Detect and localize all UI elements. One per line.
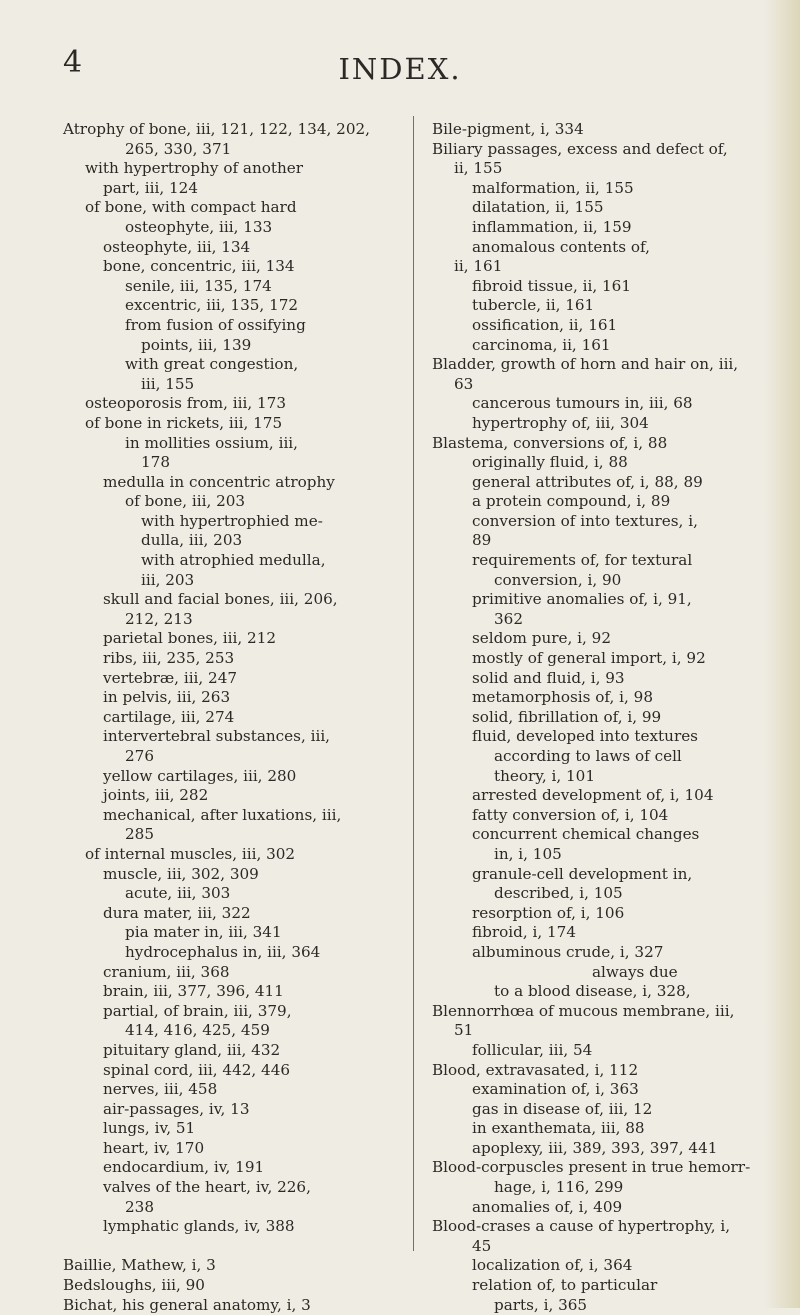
- index-subentry: iii, 155: [141, 374, 195, 393]
- index-subentry: 238: [125, 1197, 154, 1216]
- index-subentry: 89: [472, 531, 492, 550]
- index-subentry: carcinoma, ii, 161: [472, 335, 611, 354]
- index-subentry: hydrocephalus in, iii, 364: [125, 942, 321, 961]
- index-subentry: skull and facial bones, iii, 206,: [103, 590, 338, 609]
- index-subentry: valves of the heart, iv, 226,: [103, 1178, 311, 1197]
- index-entry: Baillie, Mathew, i, 3: [63, 1256, 216, 1275]
- index-subentry: 276: [125, 747, 154, 765]
- index-subentry: malformation, ii, 155: [472, 178, 634, 197]
- index-subentry: examination of, i, 363: [472, 1080, 639, 1099]
- index-subentry: pituitary gland, iii, 432: [103, 1040, 281, 1059]
- index-subentry: acute, iii, 303: [125, 884, 231, 903]
- index-subentry: in exanthemata, iii, 88: [472, 1119, 645, 1138]
- index-subentry: endocardium, iv, 191: [103, 1158, 265, 1177]
- index-subentry: described, i, 105: [494, 884, 623, 903]
- index-entry: Blennorrhœa of mucous membrane, iii,: [432, 1001, 735, 1020]
- index-subentry: concurrent chemical changes: [472, 825, 700, 844]
- index-subentry: excentric, iii, 135, 172: [125, 296, 299, 315]
- index-subentry: fibroid, i, 174: [472, 923, 576, 942]
- index-subentry: dura mater, iii, 322: [103, 903, 251, 922]
- index-subentry: of internal muscles, iii, 302: [85, 844, 296, 863]
- index-subentry: primitive anomalies of, i, 91,: [472, 590, 692, 609]
- index-entry: Blood-corpuscles present in true hemorr-: [432, 1158, 751, 1177]
- index-subentry: fibroid tissue, ii, 161: [472, 276, 631, 295]
- index-subentry: mechanical, after luxations, iii,: [103, 805, 342, 824]
- index-entry: Bile-pigment, i, 334: [432, 120, 584, 138]
- index-subentry: yellow cartilages, iii, 280: [103, 766, 297, 785]
- index-subentry: cranium, iii, 368: [103, 962, 230, 981]
- index-subentry: from fusion of ossifying: [125, 315, 306, 334]
- index-subentry: apoplexy, iii, 389, 393, 397, 441: [472, 1138, 718, 1157]
- index-subentry: joints, iii, 282: [103, 786, 209, 805]
- index-column-right: [432, 120, 774, 1315]
- index-subentry: hypertrophy of, iii, 304: [472, 413, 649, 432]
- index-subentry: albuminous crude, i, 327: [472, 942, 664, 961]
- index-subentry: solid, fibrillation of, i, 99: [472, 707, 662, 726]
- index-subentry: osteoporosis from, iii, 173: [85, 394, 287, 413]
- index-subentry: heart, iv, 170: [103, 1138, 205, 1157]
- index-subentry: in, i, 105: [494, 844, 562, 863]
- index-subentry: 45: [472, 1236, 492, 1255]
- index-subentry: fluid, developed into textures: [472, 727, 698, 746]
- index-subentry: arrested development of, i, 104: [472, 786, 714, 805]
- blank-line: [63, 1237, 403, 1257]
- index-subentry: conversion, i, 90: [494, 570, 622, 589]
- index-entry: Bichat, his general anatomy, i, 3: [63, 1295, 311, 1314]
- index-subentry: anomalous contents of,: [472, 237, 650, 256]
- index-subentry: theory, i, 101: [494, 766, 595, 785]
- index-subentry: gas in disease of, iii, 12: [472, 1099, 653, 1118]
- index-column-left: [63, 120, 403, 1315]
- index-subentry: conversion of into textures, i,: [472, 511, 698, 530]
- index-subentry: lymphatic glands, iv, 388: [103, 1217, 295, 1236]
- index-subentry: 63: [454, 374, 474, 393]
- index-subentry: osteophyte, iii, 133: [125, 217, 273, 236]
- index-subentry: originally fluid, i, 88: [472, 453, 628, 472]
- index-subentry: 362: [494, 609, 523, 628]
- index-subentry: requirements of, for textural: [472, 551, 693, 570]
- index-subentry: 285: [125, 825, 154, 844]
- index-subentry: 178: [141, 453, 170, 472]
- index-subentry: 212, 213: [125, 609, 193, 628]
- index-subentry: bone, concentric, iii, 134: [103, 257, 295, 276]
- index-entry: Bedsloughs, iii, 90: [63, 1276, 205, 1295]
- index-subentry: of bone, with compact hard: [85, 198, 297, 217]
- index-subentry: dilatation, ii, 155: [472, 198, 604, 217]
- index-subentry: general attributes of, i, 88, 89: [472, 472, 703, 491]
- index-subentry: medulla in concentric atrophy: [103, 472, 335, 491]
- index-subentry: nerves, iii, 458: [103, 1080, 218, 1099]
- index-subentry: in pelvis, iii, 263: [103, 688, 231, 707]
- index-subentry: spinal cord, iii, 442, 446: [103, 1060, 291, 1079]
- index-subentry: parts, i, 365: [494, 1295, 588, 1314]
- index-entry: Biliary passages, excess and defect of,: [432, 139, 728, 158]
- index-subentry: 265, 330, 371: [125, 139, 232, 158]
- index-subentry: of bone in rickets, iii, 175: [85, 413, 283, 432]
- column-divider: [413, 116, 414, 1251]
- index-subentry: part, iii, 124: [103, 178, 199, 197]
- index-subentry: inflammation, ii, 159: [472, 217, 632, 236]
- index-entry: Blood, extravasated, i, 112: [432, 1060, 639, 1079]
- index-subentry: mostly of general import, i, 92: [472, 649, 706, 668]
- index-entry: Atrophy of bone, iii, 121, 122, 134, 202,: [63, 120, 370, 138]
- index-subentry: ii, 155: [454, 159, 503, 178]
- index-subentry: with hypertrophied me-: [141, 511, 323, 530]
- index-subentry: resorption of, i, 106: [472, 903, 625, 922]
- index-subentry: localization of, i, 364: [472, 1256, 633, 1275]
- index-subentry: with great congestion,: [125, 355, 299, 374]
- page-number: 4: [63, 45, 83, 80]
- page-title: INDEX.: [338, 52, 462, 86]
- index-subentry: vertebræ, iii, 247: [103, 668, 238, 687]
- index-subentry: lungs, iv, 51: [103, 1119, 196, 1138]
- index-subentry: 51: [454, 1021, 474, 1040]
- index-subentry: osteophyte, iii, 134: [103, 237, 251, 256]
- index-subentry: points, iii, 139: [141, 335, 252, 354]
- index-entry: Bladder, growth of horn and hair on, iii,: [432, 355, 739, 374]
- index-subentry: cancerous tumours in, iii, 68: [472, 394, 693, 413]
- index-subentry: always due: [592, 962, 678, 981]
- index-subentry: cartilage, iii, 274: [103, 707, 235, 726]
- index-subentry: of bone, iii, 203: [125, 492, 246, 511]
- index-subentry: air-passages, iv, 13: [103, 1099, 250, 1118]
- index-subentry: ii, 161: [454, 257, 503, 276]
- index-subentry: senile, iii, 135, 174: [125, 276, 272, 295]
- index-subentry: iii, 203: [141, 570, 195, 589]
- index-subentry: dulla, iii, 203: [141, 531, 243, 550]
- index-subentry: pia mater in, iii, 341: [125, 923, 282, 942]
- index-subentry: granule-cell development in,: [472, 864, 693, 883]
- page-edge-shadow: [764, 0, 800, 1308]
- index-subentry: with hypertrophy of another: [85, 159, 304, 178]
- index-subentry: anomalies of, i, 409: [472, 1197, 623, 1216]
- index-subentry: parietal bones, iii, 212: [103, 629, 277, 648]
- index-subentry: according to laws of cell: [494, 747, 682, 765]
- index-subentry: 414, 416, 425, 459: [125, 1021, 270, 1040]
- index-subentry: in mollities ossium, iii,: [125, 433, 298, 452]
- index-subentry: relation of, to particular: [472, 1276, 658, 1295]
- index-entry: Blastema, conversions of, i, 88: [432, 433, 668, 452]
- index-subentry: with atrophied medulla,: [141, 551, 326, 570]
- index-subentry: partial, of brain, iii, 379,: [103, 1001, 292, 1020]
- index-subentry: tubercle, ii, 161: [472, 296, 595, 315]
- index-subentry: intervertebral substances, iii,: [103, 727, 331, 746]
- index-subentry: solid and fluid, i, 93: [472, 668, 625, 687]
- index-subentry: brain, iii, 377, 396, 411: [103, 982, 284, 1001]
- index-subentry: ribs, iii, 235, 253: [103, 649, 235, 668]
- index-subentry: follicular, iii, 54: [472, 1040, 593, 1059]
- index-subentry: seldom pure, i, 92: [472, 629, 611, 648]
- index-subentry: to a blood disease, i, 328,: [494, 982, 691, 1001]
- index-subentry: metamorphosis of, i, 98: [472, 688, 653, 707]
- index-subentry: a protein compound, i, 89: [472, 492, 671, 511]
- index-subentry: muscle, iii, 302, 309: [103, 864, 259, 883]
- index-subentry: ossification, ii, 161: [472, 315, 618, 334]
- index-subentry: hage, i, 116, 299: [494, 1178, 624, 1197]
- index-entry: Blood-crases a cause of hypertrophy, i,: [432, 1217, 731, 1236]
- index-subentry: fatty conversion of, i, 104: [472, 805, 669, 824]
